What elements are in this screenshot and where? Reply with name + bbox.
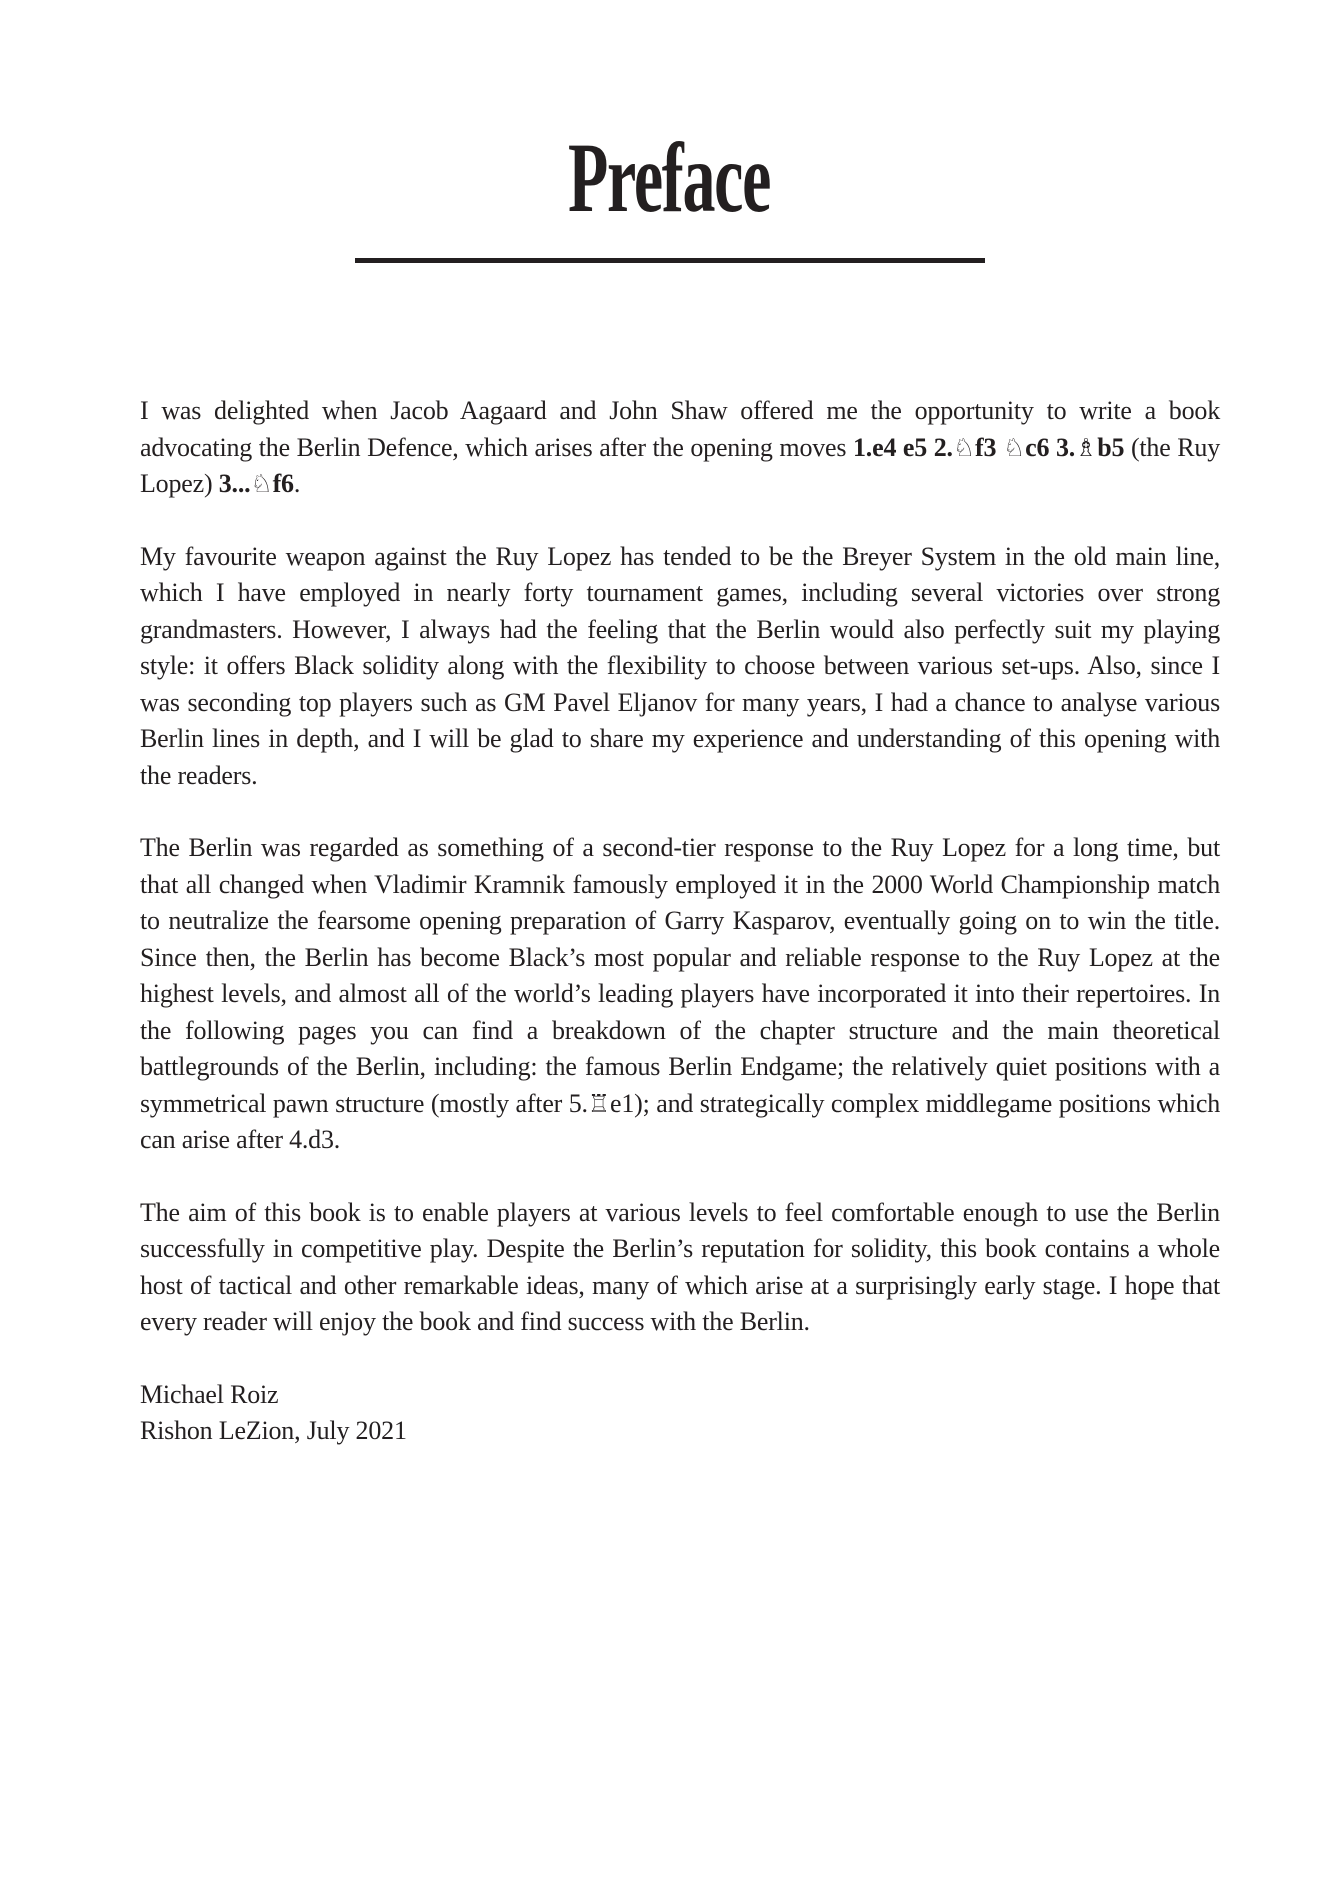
white-bishop-figurine-icon: ♗ — [1075, 432, 1098, 462]
text-run: The aim of this book is to enable players at various levels to feel comfortable enough to use the Berlin successfully in competitive play. Despite the Berlin’s reputation for solidity, this book contains a whole host of tactical and other remarkable ideas, many of which arise at a surprisingly early stage. I hope that every reader will enjoy the book and find success with the Berlin. — [140, 1197, 1220, 1336]
text-run: 3... — [218, 469, 251, 498]
text-run: 1.e4 e5 2. — [853, 432, 953, 462]
text-run: c6 3. — [1025, 432, 1076, 462]
text-run: (the Ruy Lopez) — [140, 432, 1220, 498]
title-underline-rule — [355, 258, 985, 263]
signature-place-date: Rishon LeZion, July 2021 — [140, 1416, 407, 1445]
white-knight-figurine-icon: ♘ — [952, 432, 976, 462]
paragraph-berlin-history — [140, 830, 1220, 1159]
text-run: f3 — [975, 432, 1003, 462]
paragraph-intro — [140, 393, 1220, 503]
preface-text — [140, 393, 1220, 1450]
white-knight-figurine-icon: ♘ — [1002, 432, 1026, 462]
page-title: Preface — [568, 122, 771, 233]
text-run: . — [293, 469, 301, 498]
paragraph-book-aim — [140, 1195, 1220, 1341]
text-run: I was delighted when Jacob Aagaard and John Shaw offered me the opportunity to write a book advocating the Berlin Defence, which arises after the opening moves — [140, 396, 1220, 462]
text-run: e1); and strategically complex middlegame positions which can arise after 4.d3. — [140, 1088, 1221, 1154]
paragraphs-container — [140, 393, 1220, 1341]
paragraph-favourite-weapon — [140, 539, 1220, 795]
author-name: Michael Roiz — [140, 1379, 279, 1409]
white-rook-figurine-icon: ♖ — [587, 1088, 610, 1118]
text-run: b5 — [1097, 432, 1125, 462]
page-header — [0, 0, 1339, 263]
text-run: f6 — [272, 469, 294, 498]
text-run: The Berlin was regarded as something of a second-tier response to the Ruy Lopez for a long time, but that all changed when Vladimir Kramnik famously employed it in the 2000 World Championship match to neutralize the fearsome opening preparation of Garry Kasparov, eventually going on to win the title. Since then, the Berlin has become Black’s most popular and reliable response to the Ruy Lopez at the highest levels, and almost all of the world’s leading players have incorporated it into their repertoires. In the following pages you can find a breakdown of the chapter structure and the main theoretical battlegrounds of the Berlin, including: the famous Berlin Endgame; the relatively quiet positions with a symmetrical pawn structure (mostly after 5. — [140, 833, 1220, 1118]
text-run: My favourite weapon against the Ruy Lopez has tended to be the Breyer System in the old main line, which I have employed in nearly forty tournament games, including several victories over strong grandmasters. However, I always had the feeling that the Berlin would also perfectly suit my playing style: it offers Black solidity along with the flexibility to choose between various set-ups. Also, since I was seconding top players such as GM Pavel Eljanov for many years, I had a chance to analyse various Berlin lines in depth, and I will be glad to share my experience and understanding of this opening with the readers. — [140, 541, 1220, 790]
signature-block — [140, 1377, 1220, 1450]
white-knight-figurine-icon: ♘ — [250, 469, 273, 498]
